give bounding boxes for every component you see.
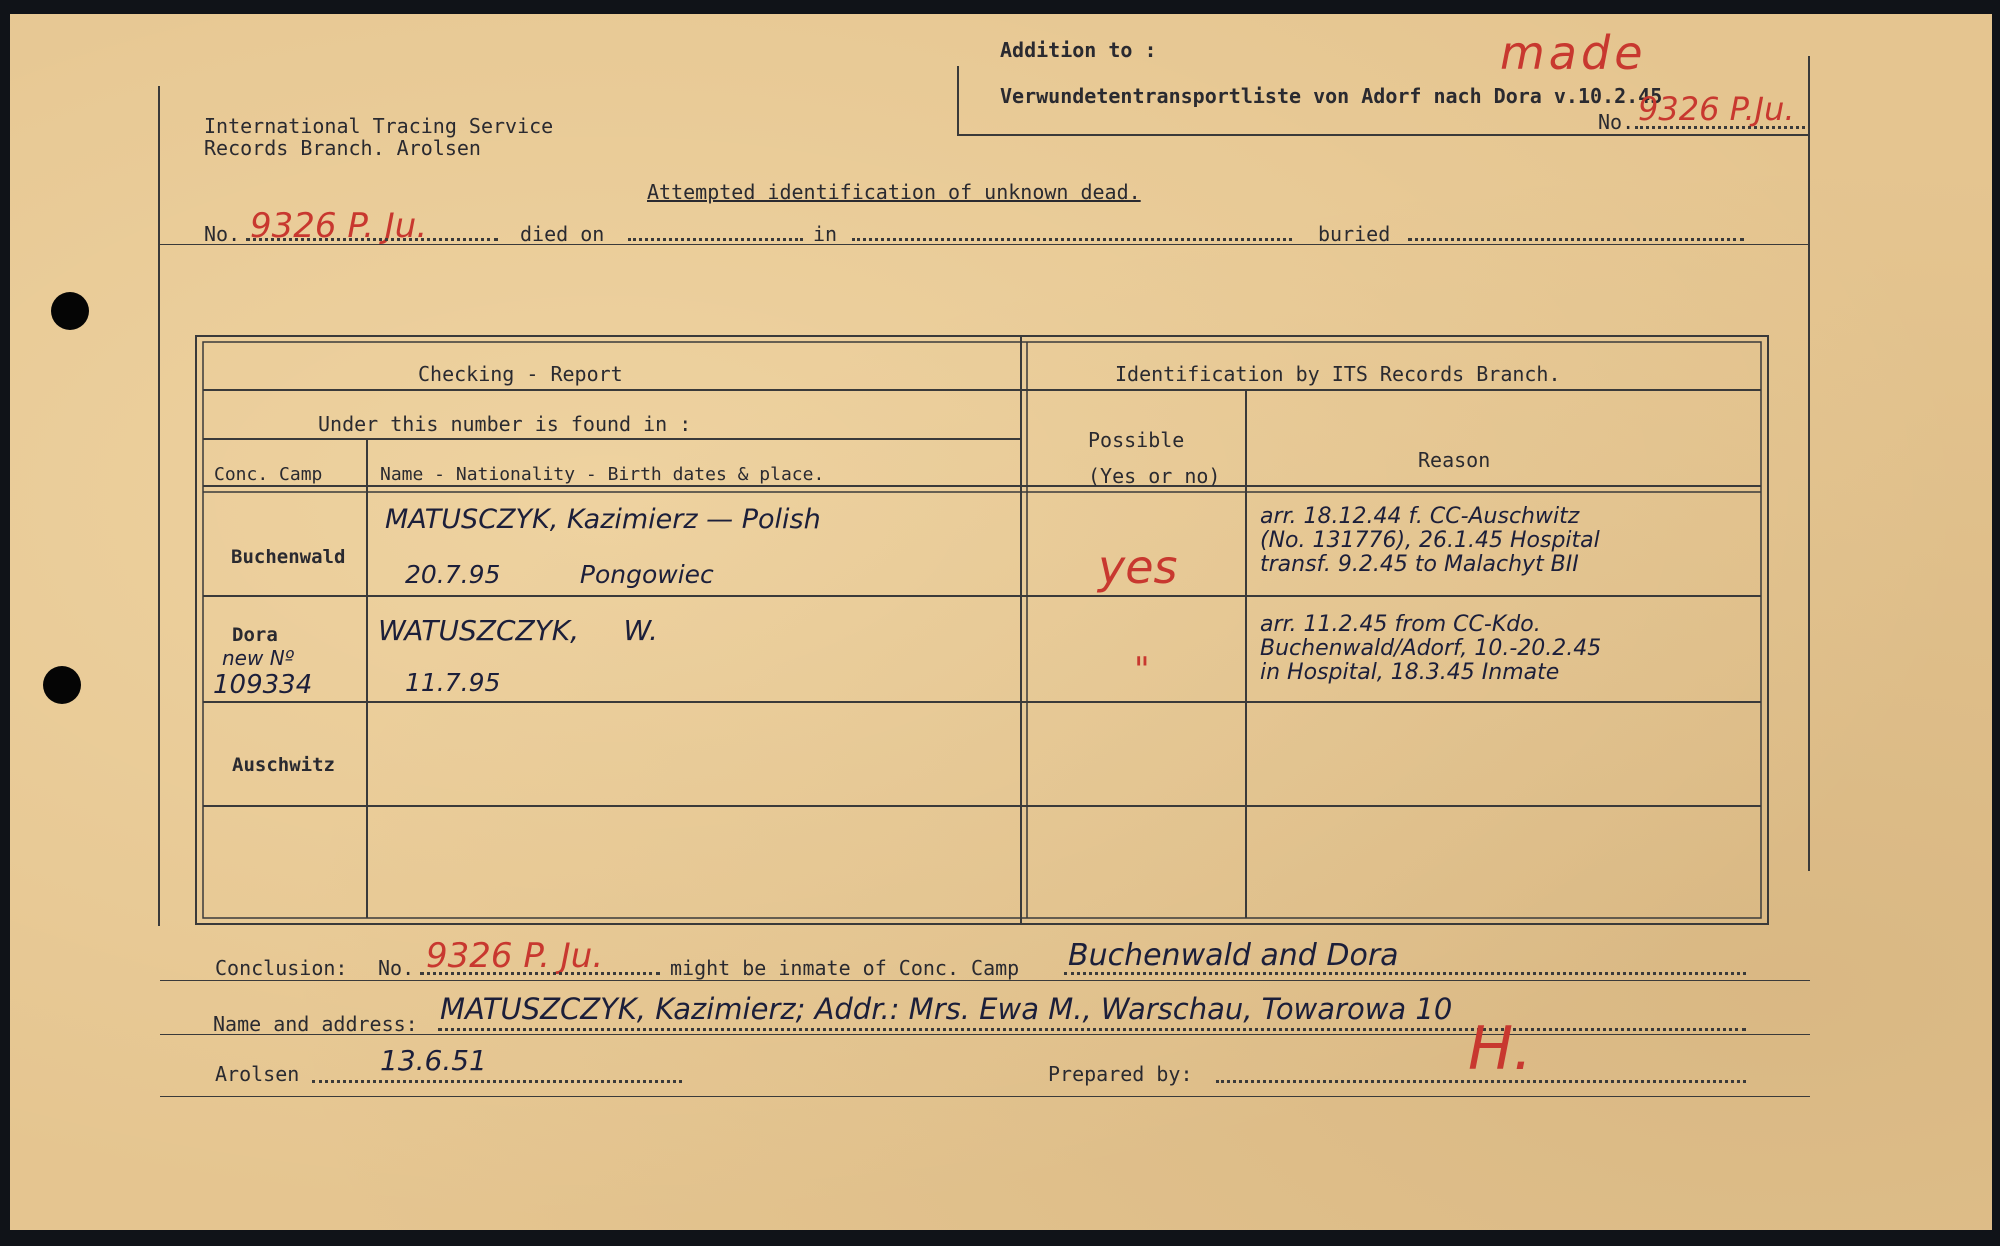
row1-reason-line1: arr. 18.12.44 f. CC-Auschwitz xyxy=(1260,504,1580,529)
conclusion-camp-value: Buchenwald and Dora xyxy=(1068,938,1399,973)
row2-reason-line1: arr. 11.2.45 from CC-Kdo. xyxy=(1260,612,1541,637)
conclusion-no-label: No. xyxy=(378,956,415,980)
transport-list-title: Verwundetentransportliste von Adorf nach Dora v.10.2.45 xyxy=(1000,84,1663,108)
conclusion-no-dots xyxy=(420,972,660,975)
row1-possible: yes xyxy=(1098,540,1178,594)
row2-camp-number-label: new Nº xyxy=(222,646,295,670)
row2-name-line1: WATUSZCZYK, W. xyxy=(378,614,658,647)
col-camp-header: Conc. Camp xyxy=(214,464,323,485)
row1-name-line2: 20.7.95 Pongowiec xyxy=(405,560,714,589)
initials-signature: H. xyxy=(1468,1014,1533,1084)
row1-reason-line2: (No. 131776), 26.1.45 Hospital xyxy=(1260,528,1600,553)
in-label: in xyxy=(813,222,838,246)
checking-report-header: Checking - Report xyxy=(418,362,623,386)
row2-camp-number: 109334 xyxy=(213,670,313,700)
row2-reason-line2: Buchenwald/Adorf, 10.-20.2.45 xyxy=(1260,636,1602,661)
identification-table-grid xyxy=(10,14,1992,1230)
conclusion-camp-dots xyxy=(1064,972,1746,975)
addition-to-label: Addition to : xyxy=(1000,38,1157,62)
index-card xyxy=(10,14,1992,1230)
conclusion-label: Conclusion: xyxy=(215,956,348,980)
row3-camp: Auschwitz xyxy=(232,754,335,776)
row1-reason-line3: transf. 9.2.45 to Malachyt BII xyxy=(1260,552,1579,577)
prepared-by-label: Prepared by: xyxy=(1048,1062,1193,1086)
row1-name-line1: MATUSCZYK, Kazimierz — Polish xyxy=(385,504,821,535)
identification-header: Identification by ITS Records Branch. xyxy=(1115,362,1561,386)
row2-name-line2: 11.7.95 xyxy=(405,668,501,697)
found-in-label: Under this number is found in : xyxy=(318,412,692,436)
date-value: 13.6.51 xyxy=(380,1044,487,1077)
col-possible-subheader: (Yes or no) xyxy=(1088,464,1221,488)
row2-possible: " xyxy=(1134,650,1150,690)
form-title: Attempted identification of unknown dead. xyxy=(647,180,1141,204)
row1-camp: Buchenwald xyxy=(231,546,346,568)
might-be-label: might be inmate of Conc. Camp xyxy=(670,956,1020,980)
footer-top-line xyxy=(160,1096,1810,1097)
died-on-label: died on xyxy=(520,222,605,246)
list-no-value: 9326 P.Ju. xyxy=(1638,90,1795,128)
name-address-value: MATUSZCZYK, Kazimierz; Addr.: Mrs. Ewa M., Warschau, Towarowa 10 xyxy=(440,992,1453,1026)
col-reason-header: Reason xyxy=(1418,448,1491,472)
conclusion-no-value: 9326 P. Ju. xyxy=(426,936,604,976)
col-possible-header: Possible xyxy=(1088,428,1185,452)
form-no-label: No. xyxy=(204,222,241,246)
issuer-line-2: Records Branch. Arolsen xyxy=(204,136,481,160)
issuer-line-1: International Tracing Service xyxy=(204,114,554,138)
conclusion-top-line xyxy=(160,980,1810,981)
row2-reason-line3: in Hospital, 18.3.45 Inmate xyxy=(1260,660,1560,685)
row2-camp: Dora xyxy=(232,624,278,646)
list-no-label: No. xyxy=(1598,110,1635,134)
name-address-label: Name and address: xyxy=(213,1012,418,1036)
form-no-value: 9326 P. Ju. xyxy=(250,206,428,246)
place-label: Arolsen xyxy=(215,1062,300,1086)
col-name-header: Name - Nationality - Birth dates & place. xyxy=(380,464,825,485)
made-stamp: made xyxy=(1500,26,1647,80)
date-dots xyxy=(312,1080,682,1083)
name-address-dots xyxy=(438,1028,1746,1031)
buried-label: buried xyxy=(1318,222,1391,246)
